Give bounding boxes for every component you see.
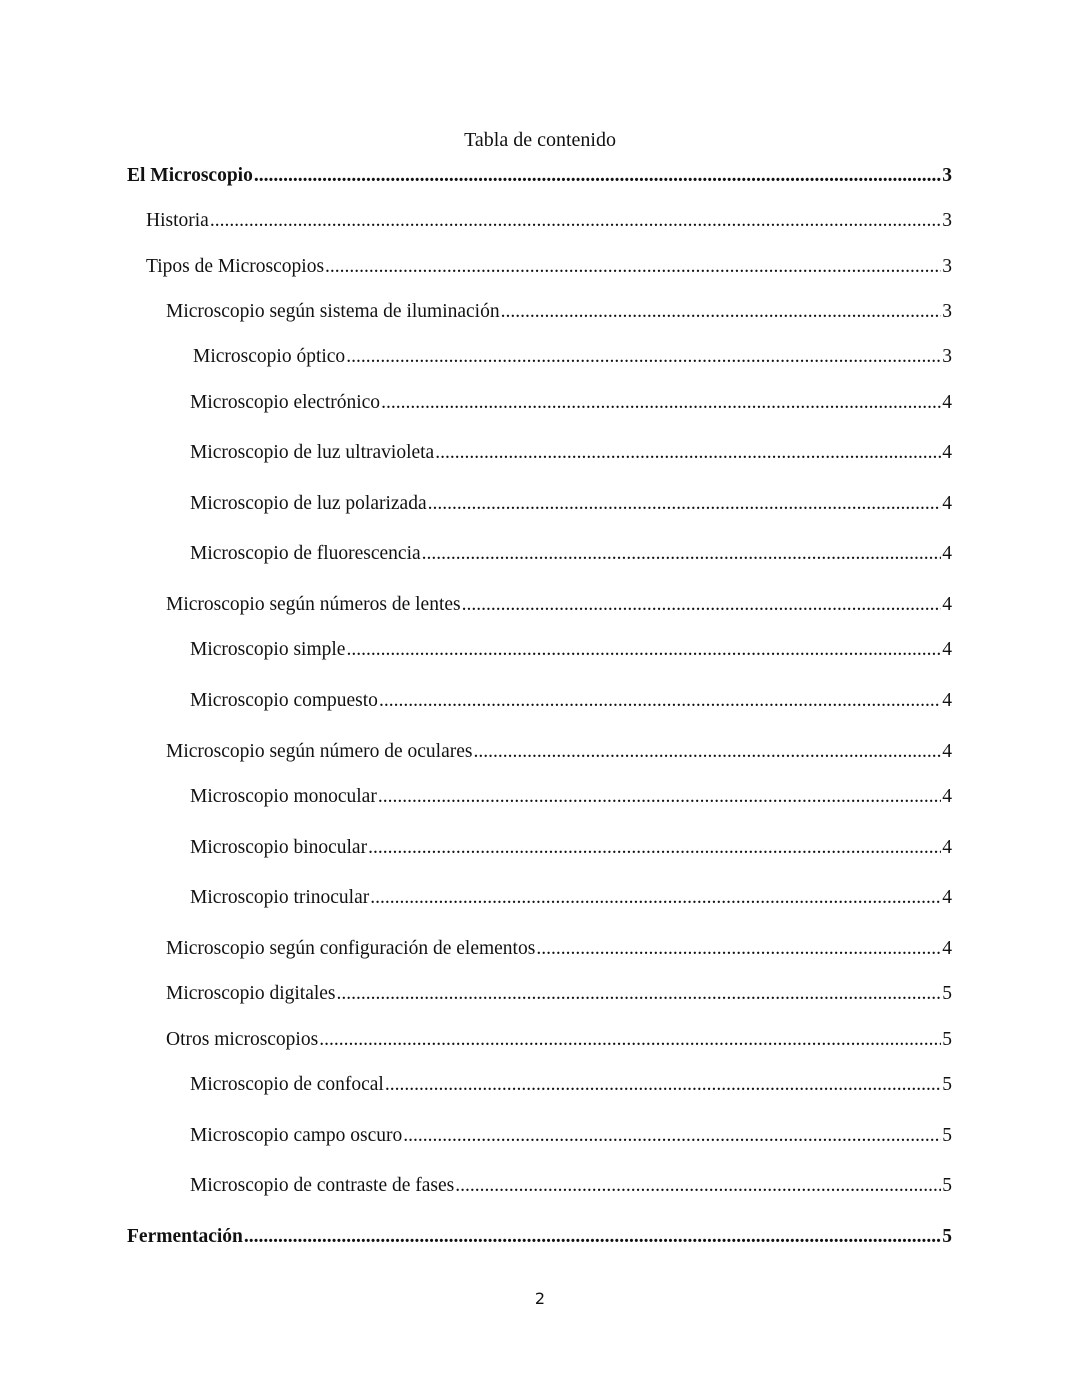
toc-entry-campo-oscuro[interactable] [190, 1124, 952, 1148]
toc-entry-page: 4 [942, 741, 952, 762]
toc-entry-fluorescencia[interactable] [190, 542, 952, 566]
toc-entry-label: Otros microscopios [166, 1029, 319, 1050]
toc-entry-contraste-de-fases[interactable] [190, 1174, 952, 1198]
toc-leader-dots [254, 164, 941, 188]
toc-entry-tipos-de-microscopios[interactable] [146, 255, 952, 279]
toc-entry-page: 5 [942, 983, 952, 1004]
toc-leader-dots [474, 740, 942, 764]
toc-leader-dots [325, 255, 941, 279]
toc-entry-page: 5 [942, 1125, 952, 1146]
toc-entry-page: 3 [942, 210, 952, 231]
toc-leader-dots [428, 492, 942, 516]
toc-leader-dots [385, 1073, 941, 1097]
toc-entry-label: Microscopio simple [190, 639, 346, 660]
toc-entry-label: Microscopio de luz ultravioleta [190, 442, 435, 463]
toc-entry-fermentacion[interactable] [127, 1225, 952, 1249]
toc-entry-page: 5 [942, 1175, 952, 1196]
toc-entry-page: 4 [942, 543, 952, 564]
toc-leader-dots [403, 1124, 941, 1148]
toc-entry-label: Microscopio de contraste de fases [190, 1175, 455, 1196]
toc-entry-microscopio-simple[interactable] [190, 638, 952, 662]
toc-entry-label: Microscopio monocular [190, 786, 377, 807]
toc-entry-el-microscopio[interactable] [127, 164, 952, 188]
toc-entry-microscopio-digitales[interactable] [166, 982, 952, 1006]
toc-entry-numeros-de-lentes[interactable] [166, 593, 952, 617]
toc-entry-page: 4 [942, 442, 952, 463]
toc-entry-label: Microscopio trinocular [190, 887, 370, 908]
toc-leader-dots [378, 785, 941, 809]
toc-entry-page: 3 [942, 301, 952, 322]
toc-leader-dots [346, 638, 941, 662]
toc-entry-label: Microscopio según números de lentes [166, 594, 461, 615]
toc-leader-dots [379, 689, 941, 713]
toc-entry-microscopio-compuesto[interactable] [190, 689, 952, 713]
toc-entry-microscopio-electronico[interactable] [190, 391, 952, 415]
toc-entry-numero-de-oculares[interactable] [166, 740, 952, 764]
toc-entry-label: Historia [146, 210, 209, 231]
toc-entry-page: 3 [942, 256, 952, 277]
toc-entry-page: 4 [942, 938, 952, 959]
toc-leader-dots [244, 1225, 941, 1249]
toc-entry-label: Microscopio de luz polarizada [190, 493, 427, 514]
toc-leader-dots [368, 836, 941, 860]
toc-leader-dots [435, 441, 941, 465]
toc-entry-label: Microscopio binocular [190, 837, 368, 858]
toc-entry-otros-microscopios[interactable] [166, 1028, 952, 1052]
toc-entry-microscopio-monocular[interactable] [190, 785, 952, 809]
toc-entry-page: 4 [942, 639, 952, 660]
toc-leader-dots [370, 886, 941, 910]
toc-entry-page: 5 [942, 1029, 952, 1050]
toc-entry-page: 3 [942, 165, 952, 186]
toc-entry-configuracion-de-elementos[interactable] [166, 937, 952, 961]
toc-leader-dots [337, 982, 942, 1006]
toc-leader-dots [210, 209, 941, 233]
toc-entry-label: Microscopio de confocal [190, 1074, 384, 1095]
toc-leader-dots [319, 1028, 941, 1052]
toc-entry-label: Microscopio campo oscuro [190, 1125, 403, 1146]
toc-entry-label: Microscopio según número de oculares [166, 741, 473, 762]
toc-entry-label: Microscopio digitales [166, 983, 336, 1004]
toc-entry-page: 4 [942, 837, 952, 858]
toc-leader-dots [536, 937, 941, 961]
toc-entry-page: 5 [942, 1226, 952, 1247]
toc-entry-label: Microscopio según sistema de iluminación [166, 301, 500, 322]
toc-entry-label: Microscopio de fluorescencia [190, 543, 421, 564]
toc-entry-luz-polarizada[interactable] [190, 492, 952, 516]
toc-leader-dots [381, 391, 941, 415]
toc-entry-page: 4 [942, 594, 952, 615]
page-number: 2 [534, 1289, 546, 1308]
toc-entry-microscopio-trinocular[interactable] [190, 886, 952, 910]
toc-entry-page: 4 [942, 786, 952, 807]
toc-entry-label: Fermentación [127, 1226, 243, 1247]
toc-entry-historia[interactable] [146, 209, 952, 233]
toc-entry-label: Tipos de Microscopios [146, 256, 325, 277]
toc-entry-page: 3 [942, 346, 952, 367]
toc-entry-luz-ultravioleta[interactable] [190, 441, 952, 465]
toc-entry-label: Microscopio compuesto [190, 690, 378, 711]
toc-leader-dots [346, 345, 941, 369]
toc-entry-page: 4 [942, 392, 952, 413]
toc-entry-microscopio-optico[interactable] [193, 345, 952, 369]
toc-entry-label: Microscopio óptico [193, 346, 346, 367]
toc-entry-sistema-iluminacion[interactable] [166, 300, 952, 324]
toc-leader-dots [455, 1174, 941, 1198]
toc-title: Tabla de contenido [464, 129, 616, 151]
toc-entry-microscopio-binocular[interactable] [190, 836, 952, 860]
toc-entry-page: 4 [942, 887, 952, 908]
toc-entry-microscopio-confocal[interactable] [190, 1073, 952, 1097]
toc-entry-page: 4 [942, 493, 952, 514]
toc-entry-label: El Microscopio [127, 165, 253, 186]
toc-entry-label: Microscopio electrónico [190, 392, 381, 413]
toc-leader-dots [422, 542, 942, 566]
toc-entry-page: 5 [942, 1074, 952, 1095]
toc-entry-page: 4 [942, 690, 952, 711]
toc-leader-dots [462, 593, 942, 617]
toc-leader-dots [501, 300, 942, 324]
toc-entry-label: Microscopio según configuración de elementos [166, 938, 536, 959]
